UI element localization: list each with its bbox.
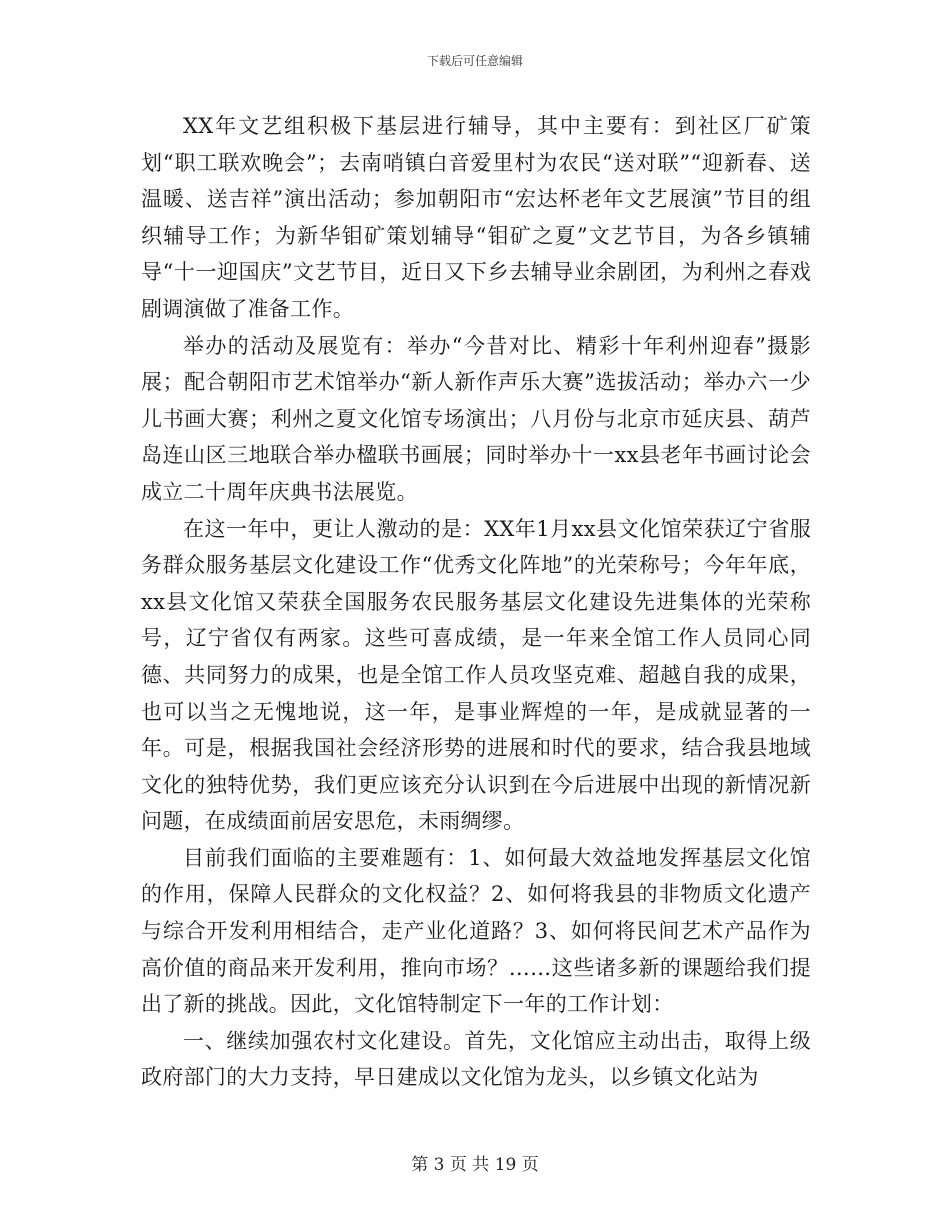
document-body	[141, 108, 811, 1096]
paragraph-activities-exhibitions: 举办的活动及展览有：举办“今昔对比、精彩十年利州迎春”摄影展；配合朝阳市艺术馆举办“新人新作声乐大赛”选拔活动；举办六一少儿书画大赛；利州之夏文化馆专场演出；八月份与北京市延庆县、葫芦岛连山区三地联合举办楹联书画展；同时举办十一xx县老年书画讨论会成立二十周年庆典书法展览。	[141, 333, 811, 504]
paragraph-literary-guidance: XX年文艺组积极下基层进行辅导，其中主要有：到社区厂矿策划“职工联欢晚会”；去南哨镇白音爱里村为农民“送对联”“迎新春、送温暖、送吉祥”演出活动；参加朝阳市“宏达杯老年文艺展演”节目的组织辅导工作；为新华钼矿策划辅导“钼矿之夏”文艺节目，为各乡镇辅导“十一迎国庆”文艺节目，近日又下乡去辅导业余剧团，为利州之春戏剧调演做了准备工作。	[141, 114, 811, 321]
page-header: 下载后可任意编辑	[426, 54, 523, 68]
paragraph-challenges: 目前我们面临的主要难题有：1、如何最大效益地发挥基层文化馆的作用，保障人民群众的文化权益？2、如何将我县的非物质文化遗产与综合开发利用相结合，走产业化道路？3、如何将民间艺术产品作为高价值的商品来开发利用，推向市场？……这些诸多新的课题给我们提出了新的挑战。因此，文化馆特制定下一年的工作计划：	[141, 845, 811, 1017]
paragraph-achievements: 在这一年中，更让人激动的是：XX年1月xx县文化馆荣获辽宁省服务群众服务基层文化建设工作“优秀文化阵地”的光荣称号；今年年底，xx县文化馆又荣获全国服务农民服务基层文化建设先进集体的光荣称号，辽宁省仅有两家。这些可喜成绩，是一年来全馆工作人员同心同德、共同努力的成果，也是全馆工作人员攻坚克难、超越自我的成果，也可以当之无愧地说，这一年，是事业辉煌的一年，是成就显著的一年。可是，根据我国社会经济形势的进展和时代的要求，结合我县地域文化的独特优势，我们更应该充分认识到在今后进展中出现的新情况新问题，在成绩面前居安思危，未雨绸缪。	[141, 516, 811, 834]
page-number-footer: 第 3 页 共 19 页	[411, 1155, 539, 1175]
paragraph-plan-item-1: 一、继续加强农村文化建设。首先，文化馆应主动出击，取得上级政府部门的大力支持，早日建成以文化馆为龙头，以乡镇文化站为	[141, 1028, 811, 1090]
